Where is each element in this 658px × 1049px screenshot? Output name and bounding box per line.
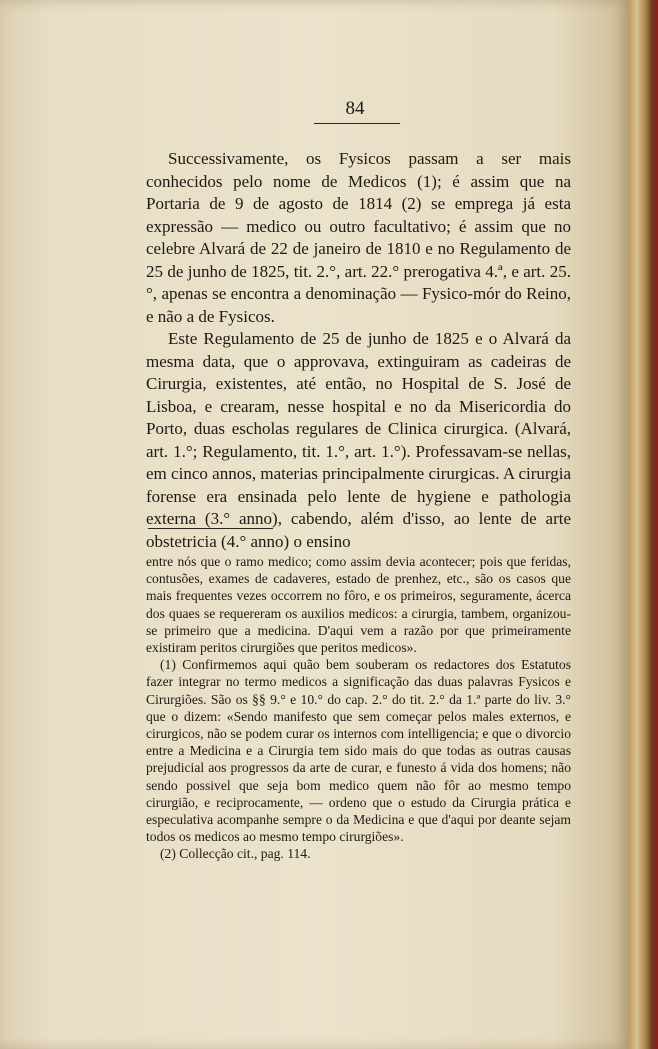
- paragraph-1: Successivamente, os Fysicos passam a ser mais conhecidos pelo nome de Medicos (1); é assim que na Portaria de 9 de agosto de 1814 (2) se emprega já esta expressão — medico ou outro facultativo; é assim que no celebre Alvará de 22 de janeiro de 1810 e no Regulamento de 25 de junho de 1825, tit. 2.°, art. 22.° prerogativa 4.ª, e art. 25.°, apenas se encontra a denominação — Fysico-mór do Reino, e não a de Fysicos.: [146, 149, 571, 326]
- book-edge: [628, 0, 658, 1049]
- footnote-continuation: entre nós que o ramo medico; como assim devia acontecer; pois que feridas, contusões, exames de cadaveres, estado de prenhez, etc., são os casos que mais frequentes vezes occorrem no fôro, e os primeiros, seguramente, ácerca dos quaes se requereram os auxilios medicos: a cirurgia, tambem, organizou-se primeiro que a medicina. D'aqui vem a razão por que primeiramente existiram peritos cirurgiões que peritos medicos».: [146, 554, 571, 656]
- main-text: [146, 148, 571, 553]
- footnotes: [146, 553, 571, 863]
- footnote-rule: [148, 528, 273, 529]
- header-rule: [314, 123, 400, 124]
- footnote-2: (2) Collecção cit., pag. 114.: [160, 846, 311, 862]
- page-number: 84: [345, 98, 365, 119]
- footnote-1: (1) Confirmemos aqui quão bem souberam os redactores dos Estatutos fazer integrar no termo medicos a significação das duas palavras Fysicos e Cirurgiões. São os §§ 9.° e 10.° do cap. 2.° do tit. 2.° da 1.ª parte do liv. 3.° que o dizem: «Sendo manifesto que sem começar pelos males externos, e cirurgicos, não se podem curar os internos com intelligencia; e que o divorcio entre a Medicina e a Cirurgia tem sido mais do que todas as outras causas prejudicial aos progressos da arte de curar, e funesto á vida dos homens; não sendo possivel que seja bom medico quem não fôr ao mesmo tempo cirurgião, e reciprocamente, — ordeno que o estudo da Cirurgia prática e especulativa acompanhe sempre o da Medicina e que d'aqui por deante sejam todos os medicos ao mesmo tempo cirurgiões».: [146, 657, 571, 845]
- paragraph-2: Este Regulamento de 25 de junho de 1825 e o Alvará da mesma data, que o approvava, extinguiram as cadeiras de Cirurgia, existentes, até então, no Hospital de S. José de Lisboa, e crearam, nesse hospital e no da Misericordia do Porto, duas escholas regulares de Clinica cirurgica. (Alvará, art. 1.°; Regulamento, tit. 1.°, art. 1.°). Professavam-se nellas, em cinco annos, materias principalmente cirurgicas. A cirurgia forense era ensinada pelo lente de hygiene e pathologia externa (3.° anno), cabendo, além d'isso, ao lente de arte obstetricia (4.° anno) o ensino: [146, 329, 571, 551]
